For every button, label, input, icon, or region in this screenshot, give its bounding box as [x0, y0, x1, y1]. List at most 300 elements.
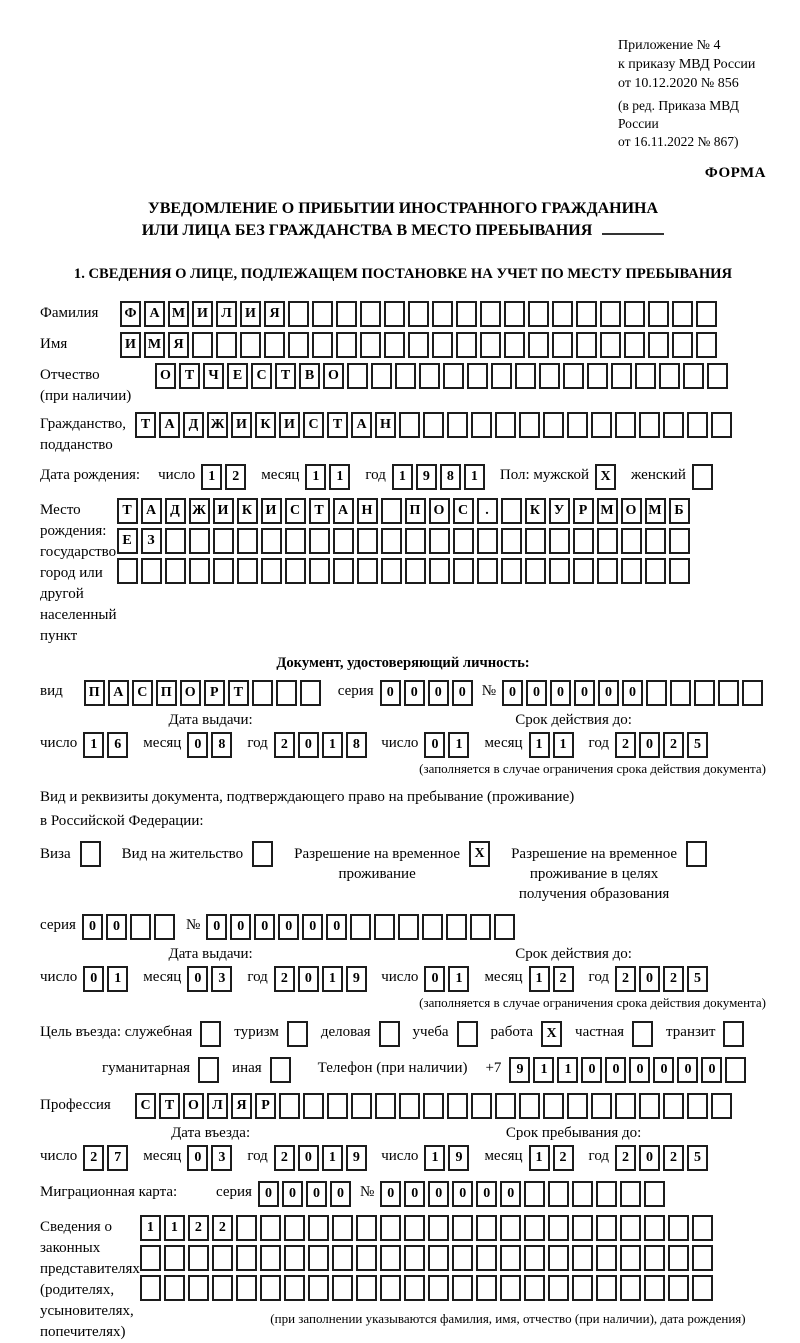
char-cell[interactable]: 0 — [330, 1181, 351, 1207]
char-cell[interactable] — [548, 1215, 569, 1241]
char-cell[interactable] — [711, 1093, 732, 1119]
char-cell[interactable] — [519, 1093, 540, 1119]
char-cell[interactable] — [495, 1093, 516, 1119]
char-cell[interactable] — [371, 363, 392, 389]
char-cell[interactable]: 0 — [326, 914, 347, 940]
char-cell[interactable] — [549, 558, 570, 584]
char-cell[interactable] — [539, 363, 560, 389]
char-cell[interactable]: Т — [309, 498, 330, 524]
char-cell[interactable]: 2 — [663, 1145, 684, 1171]
humanitarian-checkbox-cell[interactable] — [198, 1057, 219, 1083]
char-cell[interactable]: 2 — [83, 1145, 104, 1171]
char-cell[interactable]: Я — [231, 1093, 252, 1119]
char-cell[interactable]: 9 — [448, 1145, 469, 1171]
char-cell[interactable] — [644, 1181, 665, 1207]
char-cell[interactable]: 3 — [211, 966, 232, 992]
char-cell[interactable]: 1 — [557, 1057, 578, 1083]
char-cell[interactable] — [130, 914, 151, 940]
char-cell[interactable]: Е — [227, 363, 248, 389]
char-cell[interactable]: Т — [179, 363, 200, 389]
char-cell[interactable] — [288, 301, 309, 327]
char-cell[interactable] — [429, 558, 450, 584]
char-cell[interactable] — [452, 1275, 473, 1301]
char-cell[interactable]: 0 — [298, 732, 319, 758]
char-cell[interactable]: 2 — [663, 966, 684, 992]
char-cell[interactable]: И — [261, 498, 282, 524]
char-cell[interactable] — [596, 1215, 617, 1241]
char-cell[interactable]: 2 — [615, 732, 636, 758]
char-cell[interactable]: Б — [669, 498, 690, 524]
char-cell[interactable]: 0 — [639, 966, 660, 992]
char-cell[interactable] — [692, 1275, 713, 1301]
char-cell[interactable] — [264, 332, 285, 358]
char-cell[interactable] — [284, 1245, 305, 1271]
char-cell[interactable] — [357, 558, 378, 584]
char-cell[interactable] — [572, 1181, 593, 1207]
char-cell[interactable] — [423, 1093, 444, 1119]
char-cell[interactable]: Л — [207, 1093, 228, 1119]
char-cell[interactable]: 9 — [416, 464, 437, 490]
char-cell[interactable] — [543, 412, 564, 438]
char-cell[interactable] — [504, 332, 525, 358]
char-cell[interactable]: С — [135, 1093, 156, 1119]
char-cell[interactable] — [395, 363, 416, 389]
char-cell[interactable] — [645, 528, 666, 554]
char-cell[interactable] — [447, 1093, 468, 1119]
char-cell[interactable] — [284, 1215, 305, 1241]
char-cell[interactable] — [600, 332, 621, 358]
char-cell[interactable] — [312, 301, 333, 327]
char-cell[interactable] — [687, 1093, 708, 1119]
char-cell[interactable] — [576, 301, 597, 327]
char-cell[interactable] — [347, 363, 368, 389]
residence-permit-checkbox-cell[interactable] — [252, 841, 273, 867]
char-cell[interactable]: Р — [204, 680, 225, 706]
char-cell[interactable] — [495, 412, 516, 438]
char-cell[interactable]: О — [429, 498, 450, 524]
char-cell[interactable]: 2 — [615, 966, 636, 992]
char-cell[interactable]: 1 — [201, 464, 222, 490]
char-cell[interactable] — [500, 1215, 521, 1241]
char-cell[interactable] — [189, 528, 210, 554]
char-cell[interactable] — [308, 1215, 329, 1241]
char-cell[interactable] — [356, 1245, 377, 1271]
char-cell[interactable]: 0 — [83, 966, 104, 992]
char-cell[interactable] — [432, 301, 453, 327]
char-cell[interactable] — [548, 1181, 569, 1207]
char-cell[interactable] — [384, 332, 405, 358]
char-cell[interactable] — [356, 1215, 377, 1241]
char-cell[interactable]: 0 — [629, 1057, 650, 1083]
char-cell[interactable] — [624, 301, 645, 327]
char-cell[interactable]: 0 — [428, 1181, 449, 1207]
char-cell[interactable] — [408, 301, 429, 327]
char-cell[interactable] — [480, 301, 501, 327]
char-cell[interactable] — [620, 1245, 641, 1271]
char-cell[interactable] — [332, 1275, 353, 1301]
char-cell[interactable] — [669, 558, 690, 584]
char-cell[interactable] — [260, 1215, 281, 1241]
char-cell[interactable] — [336, 301, 357, 327]
char-cell[interactable] — [405, 558, 426, 584]
char-cell[interactable] — [707, 363, 728, 389]
char-cell[interactable] — [279, 1093, 300, 1119]
char-cell[interactable] — [587, 363, 608, 389]
char-cell[interactable]: 8 — [211, 732, 232, 758]
char-cell[interactable]: С — [453, 498, 474, 524]
char-cell[interactable] — [548, 1245, 569, 1271]
char-cell[interactable]: 0 — [550, 680, 571, 706]
char-cell[interactable] — [408, 332, 429, 358]
char-cell[interactable] — [501, 498, 522, 524]
char-cell[interactable]: 1 — [529, 966, 550, 992]
char-cell[interactable] — [212, 1275, 233, 1301]
char-cell[interactable]: А — [144, 301, 165, 327]
char-cell[interactable]: Н — [375, 412, 396, 438]
char-cell[interactable] — [189, 558, 210, 584]
char-cell[interactable]: 8 — [346, 732, 367, 758]
char-cell[interactable] — [525, 558, 546, 584]
char-cell[interactable] — [422, 914, 443, 940]
char-cell[interactable] — [117, 558, 138, 584]
char-cell[interactable]: 6 — [107, 732, 128, 758]
char-cell[interactable]: 1 — [424, 1145, 445, 1171]
char-cell[interactable]: 0 — [380, 1181, 401, 1207]
char-cell[interactable] — [213, 558, 234, 584]
char-cell[interactable]: 0 — [526, 680, 547, 706]
char-cell[interactable] — [428, 1275, 449, 1301]
char-cell[interactable] — [470, 914, 491, 940]
char-cell[interactable]: 1 — [529, 1145, 550, 1171]
char-cell[interactable]: Д — [165, 498, 186, 524]
char-cell[interactable] — [164, 1245, 185, 1271]
char-cell[interactable] — [303, 1093, 324, 1119]
char-cell[interactable]: 0 — [701, 1057, 722, 1083]
char-cell[interactable]: 2 — [188, 1215, 209, 1241]
char-cell[interactable]: 2 — [212, 1215, 233, 1241]
char-cell[interactable]: К — [255, 412, 276, 438]
char-cell[interactable] — [261, 558, 282, 584]
char-cell[interactable] — [501, 558, 522, 584]
char-cell[interactable]: 0 — [302, 914, 323, 940]
char-cell[interactable]: С — [303, 412, 324, 438]
char-cell[interactable]: У — [549, 498, 570, 524]
char-cell[interactable]: Т — [135, 412, 156, 438]
char-cell[interactable] — [591, 1093, 612, 1119]
char-cell[interactable]: О — [183, 1093, 204, 1119]
char-cell[interactable] — [360, 332, 381, 358]
char-cell[interactable]: 0 — [298, 1145, 319, 1171]
char-cell[interactable] — [375, 1093, 396, 1119]
char-cell[interactable]: 1 — [164, 1215, 185, 1241]
char-cell[interactable] — [216, 332, 237, 358]
char-cell[interactable] — [543, 1093, 564, 1119]
char-cell[interactable] — [683, 363, 704, 389]
char-cell[interactable] — [456, 301, 477, 327]
char-cell[interactable] — [725, 1057, 746, 1083]
char-cell[interactable] — [573, 528, 594, 554]
char-cell[interactable] — [663, 1093, 684, 1119]
char-cell[interactable]: 0 — [298, 966, 319, 992]
char-cell[interactable]: 0 — [452, 680, 473, 706]
char-cell[interactable] — [308, 1275, 329, 1301]
char-cell[interactable]: 0 — [476, 1181, 497, 1207]
char-cell[interactable]: 5 — [687, 732, 708, 758]
char-cell[interactable]: Т — [275, 363, 296, 389]
char-cell[interactable] — [576, 332, 597, 358]
char-cell[interactable]: Т — [117, 498, 138, 524]
char-cell[interactable]: 0 — [187, 966, 208, 992]
char-cell[interactable]: 0 — [605, 1057, 626, 1083]
char-cell[interactable]: П — [84, 680, 105, 706]
char-cell[interactable] — [620, 1181, 641, 1207]
char-cell[interactable] — [620, 1215, 641, 1241]
char-cell[interactable] — [648, 301, 669, 327]
char-cell[interactable] — [252, 680, 273, 706]
char-cell[interactable]: 0 — [424, 732, 445, 758]
char-cell[interactable]: 0 — [306, 1181, 327, 1207]
char-cell[interactable]: 0 — [187, 1145, 208, 1171]
char-cell[interactable] — [356, 1275, 377, 1301]
char-cell[interactable]: З — [141, 528, 162, 554]
char-cell[interactable] — [351, 1093, 372, 1119]
char-cell[interactable] — [381, 528, 402, 554]
char-cell[interactable] — [501, 528, 522, 554]
char-cell[interactable] — [284, 1275, 305, 1301]
char-cell[interactable] — [141, 558, 162, 584]
char-cell[interactable] — [360, 301, 381, 327]
char-cell[interactable] — [333, 558, 354, 584]
char-cell[interactable] — [687, 412, 708, 438]
char-cell[interactable] — [476, 1215, 497, 1241]
char-cell[interactable] — [524, 1245, 545, 1271]
char-cell[interactable]: 9 — [346, 966, 367, 992]
char-cell[interactable] — [524, 1275, 545, 1301]
char-cell[interactable]: Р — [573, 498, 594, 524]
char-cell[interactable]: Д — [183, 412, 204, 438]
char-cell[interactable] — [467, 363, 488, 389]
char-cell[interactable]: А — [351, 412, 372, 438]
char-cell[interactable] — [309, 528, 330, 554]
temp-residence-edu-checkbox-cell[interactable] — [686, 841, 707, 867]
char-cell[interactable]: 0 — [598, 680, 619, 706]
char-cell[interactable] — [309, 558, 330, 584]
char-cell[interactable]: 0 — [187, 732, 208, 758]
char-cell[interactable] — [447, 412, 468, 438]
char-cell[interactable]: И — [192, 301, 213, 327]
char-cell[interactable]: 5 — [687, 1145, 708, 1171]
char-cell[interactable] — [165, 558, 186, 584]
char-cell[interactable] — [192, 332, 213, 358]
char-cell[interactable] — [621, 558, 642, 584]
char-cell[interactable]: О — [180, 680, 201, 706]
char-cell[interactable]: 1 — [83, 732, 104, 758]
char-cell[interactable]: Т — [159, 1093, 180, 1119]
char-cell[interactable] — [404, 1275, 425, 1301]
char-cell[interactable]: А — [108, 680, 129, 706]
char-cell[interactable]: 7 — [107, 1145, 128, 1171]
char-cell[interactable] — [552, 301, 573, 327]
tourism-checkbox-cell[interactable] — [287, 1021, 308, 1047]
char-cell[interactable] — [384, 301, 405, 327]
char-cell[interactable] — [404, 1215, 425, 1241]
char-cell[interactable] — [597, 558, 618, 584]
char-cell[interactable] — [591, 412, 612, 438]
char-cell[interactable] — [572, 1215, 593, 1241]
char-cell[interactable] — [476, 1245, 497, 1271]
char-cell[interactable] — [419, 363, 440, 389]
char-cell[interactable] — [188, 1245, 209, 1271]
char-cell[interactable]: Ж — [189, 498, 210, 524]
char-cell[interactable]: 1 — [322, 966, 343, 992]
char-cell[interactable]: Т — [327, 412, 348, 438]
char-cell[interactable] — [668, 1215, 689, 1241]
char-cell[interactable] — [443, 363, 464, 389]
char-cell[interactable] — [261, 528, 282, 554]
char-cell[interactable]: 2 — [225, 464, 246, 490]
char-cell[interactable]: 0 — [106, 914, 127, 940]
char-cell[interactable]: 1 — [464, 464, 485, 490]
char-cell[interactable] — [237, 558, 258, 584]
char-cell[interactable] — [500, 1245, 521, 1271]
char-cell[interactable] — [504, 301, 525, 327]
char-cell[interactable]: 0 — [424, 966, 445, 992]
char-cell[interactable] — [405, 528, 426, 554]
char-cell[interactable] — [696, 301, 717, 327]
char-cell[interactable] — [237, 528, 258, 554]
char-cell[interactable] — [276, 680, 297, 706]
char-cell[interactable] — [494, 914, 515, 940]
char-cell[interactable] — [381, 498, 402, 524]
char-cell[interactable] — [663, 412, 684, 438]
char-cell[interactable]: 0 — [428, 680, 449, 706]
char-cell[interactable]: 0 — [404, 680, 425, 706]
char-cell[interactable] — [615, 412, 636, 438]
char-cell[interactable]: Я — [168, 332, 189, 358]
char-cell[interactable] — [615, 1093, 636, 1119]
char-cell[interactable] — [552, 332, 573, 358]
char-cell[interactable] — [285, 528, 306, 554]
char-cell[interactable] — [644, 1215, 665, 1241]
char-cell[interactable] — [398, 914, 419, 940]
char-cell[interactable] — [357, 528, 378, 554]
char-cell[interactable]: 3 — [211, 1145, 232, 1171]
char-cell[interactable] — [471, 412, 492, 438]
char-cell[interactable]: М — [144, 332, 165, 358]
char-cell[interactable] — [423, 412, 444, 438]
char-cell[interactable]: 0 — [254, 914, 275, 940]
char-cell[interactable]: И — [120, 332, 141, 358]
char-cell[interactable] — [432, 332, 453, 358]
char-cell[interactable] — [300, 680, 321, 706]
char-cell[interactable]: 0 — [581, 1057, 602, 1083]
female-checkbox-cell[interactable] — [692, 464, 713, 490]
char-cell[interactable] — [429, 528, 450, 554]
char-cell[interactable]: 2 — [553, 1145, 574, 1171]
char-cell[interactable]: 0 — [206, 914, 227, 940]
char-cell[interactable] — [428, 1245, 449, 1271]
char-cell[interactable] — [668, 1245, 689, 1271]
char-cell[interactable]: А — [333, 498, 354, 524]
char-cell[interactable]: 2 — [274, 966, 295, 992]
char-cell[interactable]: 1 — [448, 966, 469, 992]
char-cell[interactable]: В — [299, 363, 320, 389]
char-cell[interactable] — [380, 1215, 401, 1241]
char-cell[interactable]: 0 — [639, 1145, 660, 1171]
char-cell[interactable] — [596, 1181, 617, 1207]
char-cell[interactable] — [480, 332, 501, 358]
char-cell[interactable]: Т — [228, 680, 249, 706]
char-cell[interactable] — [600, 301, 621, 327]
char-cell[interactable]: 1 — [448, 732, 469, 758]
private-checkbox-cell[interactable] — [632, 1021, 653, 1047]
char-cell[interactable] — [350, 914, 371, 940]
char-cell[interactable] — [567, 412, 588, 438]
char-cell[interactable]: К — [237, 498, 258, 524]
char-cell[interactable]: 0 — [639, 732, 660, 758]
char-cell[interactable]: И — [240, 301, 261, 327]
char-cell[interactable]: 1 — [322, 1145, 343, 1171]
char-cell[interactable]: 0 — [258, 1181, 279, 1207]
char-cell[interactable] — [260, 1275, 281, 1301]
char-cell[interactable] — [236, 1245, 257, 1271]
transit-checkbox-cell[interactable] — [723, 1021, 744, 1047]
char-cell[interactable]: Ч — [203, 363, 224, 389]
char-cell[interactable]: М — [597, 498, 618, 524]
char-cell[interactable] — [620, 1275, 641, 1301]
char-cell[interactable] — [692, 1215, 713, 1241]
char-cell[interactable]: 0 — [282, 1181, 303, 1207]
char-cell[interactable] — [140, 1275, 161, 1301]
char-cell[interactable] — [288, 332, 309, 358]
char-cell[interactable] — [644, 1275, 665, 1301]
char-cell[interactable]: . — [477, 498, 498, 524]
work-checkbox-cell[interactable]: X — [541, 1021, 562, 1047]
char-cell[interactable]: 1 — [553, 732, 574, 758]
char-cell[interactable] — [692, 1245, 713, 1271]
char-cell[interactable] — [711, 412, 732, 438]
char-cell[interactable] — [446, 914, 467, 940]
char-cell[interactable]: А — [141, 498, 162, 524]
char-cell[interactable]: П — [156, 680, 177, 706]
char-cell[interactable]: Я — [264, 301, 285, 327]
char-cell[interactable] — [308, 1245, 329, 1271]
char-cell[interactable] — [635, 363, 656, 389]
char-cell[interactable]: 2 — [274, 732, 295, 758]
char-cell[interactable] — [563, 363, 584, 389]
char-cell[interactable]: Н — [357, 498, 378, 524]
char-cell[interactable]: 0 — [653, 1057, 674, 1083]
char-cell[interactable] — [621, 528, 642, 554]
char-cell[interactable]: М — [168, 301, 189, 327]
char-cell[interactable] — [476, 1275, 497, 1301]
char-cell[interactable] — [327, 1093, 348, 1119]
char-cell[interactable]: 9 — [346, 1145, 367, 1171]
char-cell[interactable]: С — [132, 680, 153, 706]
char-cell[interactable]: Ф — [120, 301, 141, 327]
char-cell[interactable]: С — [285, 498, 306, 524]
official-checkbox-cell[interactable] — [200, 1021, 221, 1047]
char-cell[interactable]: 1 — [392, 464, 413, 490]
char-cell[interactable] — [453, 558, 474, 584]
char-cell[interactable] — [528, 301, 549, 327]
char-cell[interactable] — [260, 1245, 281, 1271]
char-cell[interactable]: О — [323, 363, 344, 389]
char-cell[interactable] — [524, 1215, 545, 1241]
char-cell[interactable] — [212, 1245, 233, 1271]
char-cell[interactable] — [639, 412, 660, 438]
char-cell[interactable]: 1 — [533, 1057, 554, 1083]
